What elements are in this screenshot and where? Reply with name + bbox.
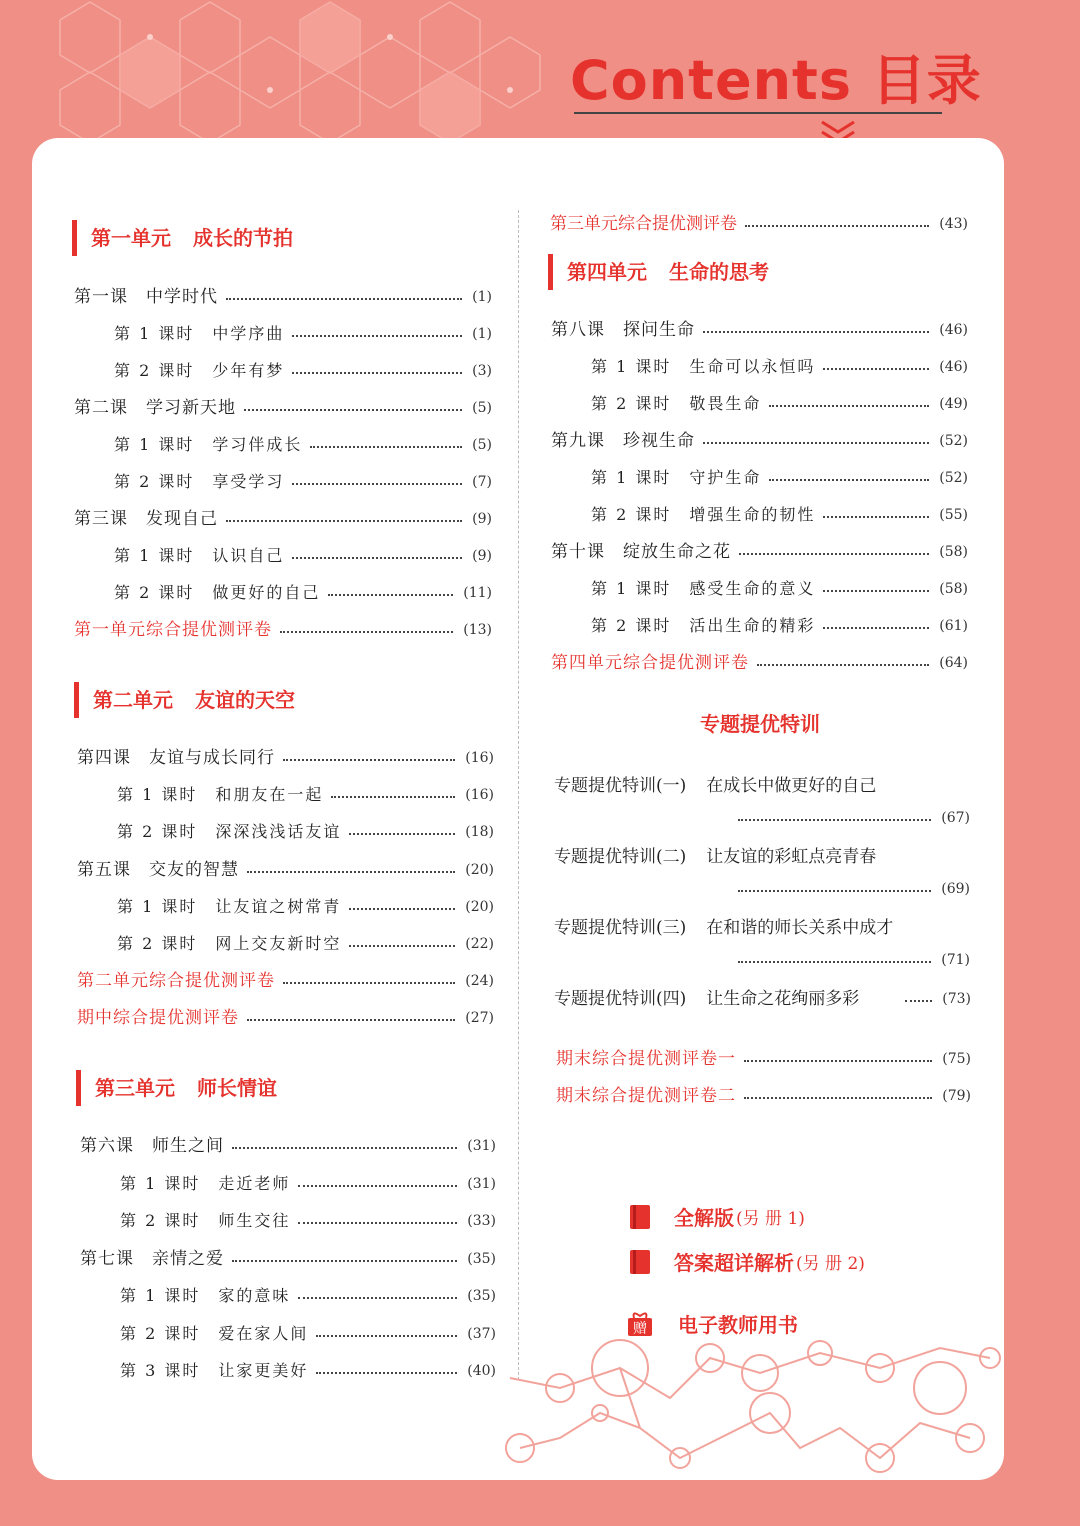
special-page-row xyxy=(738,945,970,975)
special-entry[interactable] xyxy=(554,984,859,1014)
entry-title: 第一课 中学时代 xyxy=(74,287,218,307)
unit-heading xyxy=(74,682,295,718)
entry-title: 第六课 师生之间 xyxy=(80,1136,224,1156)
entry-title: 第 1 课时 生命可以永恒吗 xyxy=(591,357,816,376)
entry-page: (75) xyxy=(942,1051,971,1067)
toc-entry-period[interactable] xyxy=(117,892,494,922)
entry-title: 第五课 交友的智慧 xyxy=(77,859,239,880)
dot-leader xyxy=(823,368,929,370)
dot-leader xyxy=(328,594,453,596)
dot-leader xyxy=(739,553,929,555)
entry-page: (61) xyxy=(939,618,968,634)
dot-leader xyxy=(292,372,462,374)
toc-entry-period[interactable] xyxy=(114,578,492,608)
book-icon xyxy=(628,1203,652,1231)
unit-name: 生命的思考 xyxy=(669,260,769,284)
toc-entry-period[interactable] xyxy=(117,780,494,810)
entry-title: 第七课 亲情之爱 xyxy=(80,1248,224,1269)
toc-entry-period[interactable] xyxy=(120,1281,496,1311)
entry-page: (46) xyxy=(939,359,968,375)
entry-page: (69) xyxy=(941,881,970,897)
entry-page: (20) xyxy=(465,861,494,878)
entry-page: (31) xyxy=(467,1175,496,1192)
entry-page: (71) xyxy=(941,952,970,968)
toc-entry[interactable] xyxy=(550,209,968,239)
unit-number: 第四单元 xyxy=(567,260,647,284)
entry-page: (22) xyxy=(465,936,494,952)
toc-entry-lesson[interactable] xyxy=(77,743,494,773)
toc-entry-test[interactable] xyxy=(74,615,492,645)
toc-entry-test[interactable] xyxy=(556,1044,971,1074)
entry-title: 第九课 珍视生命 xyxy=(551,431,695,451)
unit-heading xyxy=(72,220,293,256)
entry-page: (64) xyxy=(939,655,968,671)
entry-page: (43) xyxy=(939,216,968,232)
dot-leader xyxy=(703,331,929,333)
toc-entry-lesson[interactable] xyxy=(80,1131,496,1161)
toc-entry-lesson[interactable] xyxy=(74,504,492,534)
entry-title: 第 2 课时 敬畏生命 xyxy=(591,394,762,413)
toc-entry-test[interactable] xyxy=(556,1081,971,1111)
entry-title: 第十课 绽放生命之花 xyxy=(551,542,731,562)
toc-entry-test[interactable] xyxy=(77,966,494,996)
unit-number: 第二单元 xyxy=(93,688,173,712)
toc-entry-period[interactable] xyxy=(591,463,968,493)
entry-title: 第 2 课时 爱在家人间 xyxy=(120,1323,309,1343)
entry-title: 第三课 发现自己 xyxy=(74,509,218,529)
dot-leader xyxy=(349,908,455,910)
toc-entry-period[interactable] xyxy=(114,467,492,497)
dot-leader xyxy=(316,1372,457,1374)
entry-title: 第 2 课时 做更好的自己 xyxy=(114,583,321,602)
entry-page: (20) xyxy=(465,898,494,915)
title-underline xyxy=(574,112,942,114)
entry-page: (1) xyxy=(472,326,492,342)
entry-page: (67) xyxy=(941,810,970,826)
dot-leader xyxy=(226,298,462,300)
entry-page: (5) xyxy=(472,400,492,416)
entry-page: (49) xyxy=(939,396,968,412)
special-title: 让生命之花绚丽多彩 xyxy=(706,989,860,1009)
dot-leader xyxy=(244,409,462,411)
unit-name: 友谊的天空 xyxy=(195,688,295,712)
dot-leader xyxy=(316,1335,457,1337)
extra-sub: (另 册 1) xyxy=(736,1209,805,1229)
special-number: 专题提优特训(四) xyxy=(554,989,687,1009)
toc-entry-lesson[interactable] xyxy=(74,282,492,312)
special-title: 在成长中做更好的自己 xyxy=(706,776,877,796)
dot-leader xyxy=(226,520,462,522)
dot-leader xyxy=(292,335,462,337)
entry-page: (1) xyxy=(472,289,492,305)
toc-entry-period[interactable] xyxy=(117,817,494,847)
entry-title: 第 2 课时 师生交往 xyxy=(120,1211,291,1230)
dot-leader xyxy=(823,627,929,629)
unit-number: 第一单元 xyxy=(91,226,171,250)
dot-leader xyxy=(703,442,929,444)
entry-title: 第 2 课时 网上交友新时空 xyxy=(117,934,342,953)
dot-leader xyxy=(349,945,455,947)
entry-page: (31) xyxy=(467,1138,496,1154)
unit-name: 成长的节拍 xyxy=(193,226,293,250)
toc-entry-period[interactable] xyxy=(591,574,968,604)
dot-leader xyxy=(298,1297,457,1299)
entry-title: 第一单元综合提优测评卷 xyxy=(74,620,272,640)
dot-leader xyxy=(823,590,929,592)
entry-title: 期末综合提优测评卷二 xyxy=(556,1086,736,1106)
dot-leader xyxy=(823,516,929,518)
entry-title: 第 1 课时 中学序曲 xyxy=(114,324,285,343)
entry-page: (46) xyxy=(939,322,968,338)
dot-leader xyxy=(280,631,453,633)
dot-leader xyxy=(298,1222,457,1224)
entry-page: (55) xyxy=(939,507,968,523)
special-page-row xyxy=(738,803,970,833)
dot-leader xyxy=(232,1260,457,1262)
entry-page: (73) xyxy=(942,991,971,1007)
entry-page: (9) xyxy=(472,548,492,564)
dot-leader xyxy=(757,664,929,666)
entry-title: 第 1 课时 走近老师 xyxy=(120,1173,291,1193)
special-section-title: 专题提优特训 xyxy=(700,712,820,736)
toc-entry-lesson[interactable] xyxy=(551,315,968,345)
dot-leader xyxy=(283,982,455,984)
entry-title: 第 2 课时 深深浅浅话友谊 xyxy=(117,822,342,842)
dot-leader xyxy=(738,890,931,892)
special-entry[interactable] xyxy=(554,913,893,943)
dot-leader xyxy=(310,446,462,448)
entry-title: 第 2 课时 活出生命的精彩 xyxy=(591,616,816,635)
entry-title: 第 1 课时 认识自己 xyxy=(114,546,285,565)
dot-leader xyxy=(744,1060,932,1062)
entry-title: 第 1 课时 让友谊之树常青 xyxy=(117,896,342,916)
entry-page: (11) xyxy=(463,585,492,601)
entry-page: (24) xyxy=(465,973,494,990)
entry-title: 第 2 课时 少年有梦 xyxy=(114,361,285,380)
entry-page: (7) xyxy=(472,474,492,490)
extra-label: 全解版 xyxy=(674,1206,734,1230)
toc-entry-period[interactable] xyxy=(120,1169,496,1199)
toc-entry-period[interactable] xyxy=(120,1319,496,1349)
entry-page: (58) xyxy=(939,581,968,597)
entry-page: (16) xyxy=(465,787,494,804)
special-page-row xyxy=(738,874,970,904)
dot-leader xyxy=(738,961,931,963)
dot-leader xyxy=(349,833,455,835)
book-icon xyxy=(628,1248,652,1276)
entry-page: (27) xyxy=(465,1010,494,1027)
dot-leader xyxy=(769,405,929,407)
toc-entry-period[interactable] xyxy=(591,389,968,419)
entry-title: 第 3 课时 让家更美好 xyxy=(120,1361,309,1380)
dot-leader xyxy=(292,557,462,559)
entry-title: 第 2 课时 享受学习 xyxy=(114,472,285,491)
entry-page: (37) xyxy=(467,1325,496,1342)
dot-leader xyxy=(283,759,455,761)
entry-page: (52) xyxy=(939,433,968,449)
entry-title: 第三单元综合提优测评卷 xyxy=(550,214,737,234)
entry-title: 第 1 课时 家的意味 xyxy=(120,1286,291,1305)
entry-page: (33) xyxy=(467,1213,496,1229)
toc-entry-lesson[interactable] xyxy=(551,426,968,456)
special-page-row xyxy=(905,984,971,1014)
extra-sub: (另 册 2) xyxy=(796,1254,865,1274)
dot-leader xyxy=(745,225,929,227)
dot-leader xyxy=(247,871,455,873)
entry-title: 第 2 课时 增强生命的韧性 xyxy=(591,505,816,524)
extra-item[interactable] xyxy=(628,1202,805,1231)
entry-title: 第二单元综合提优测评卷 xyxy=(77,971,275,992)
entry-title: 第 1 课时 和朋友在一起 xyxy=(117,785,324,805)
dot-leader xyxy=(769,479,929,481)
toc-entry-period[interactable] xyxy=(117,929,494,959)
toc-entry-period[interactable] xyxy=(114,430,492,460)
toc-entry-period[interactable] xyxy=(591,500,968,530)
special-entry[interactable] xyxy=(554,842,876,872)
dot-leader xyxy=(298,1185,457,1187)
entry-title: 期中综合提优测评卷 xyxy=(77,1008,239,1029)
entry-page: (79) xyxy=(942,1088,971,1104)
toc-entry-lesson[interactable] xyxy=(77,855,494,885)
special-title: 在和谐的师长关系中成才 xyxy=(706,918,894,938)
entry-page: (13) xyxy=(463,622,492,638)
entry-title: 第二课 学习新天地 xyxy=(74,398,236,418)
entry-page: (40) xyxy=(467,1363,496,1379)
dot-leader xyxy=(247,1019,455,1021)
entry-page: (18) xyxy=(465,824,494,841)
entry-page: (16) xyxy=(465,750,494,766)
special-entry[interactable] xyxy=(554,771,876,801)
unit-name: 师长情谊 xyxy=(197,1076,277,1100)
toc-entry-test[interactable] xyxy=(77,1003,494,1033)
entry-title: 期末综合提优测评卷一 xyxy=(556,1049,736,1069)
toc-entry-test[interactable] xyxy=(551,648,968,678)
entry-page: (35) xyxy=(467,1288,496,1304)
unit-heading xyxy=(548,254,769,290)
entry-title: 第 1 课时 守护生命 xyxy=(591,468,762,487)
entry-page: (52) xyxy=(939,470,968,486)
dot-leader xyxy=(292,483,462,485)
toc-entry-lesson[interactable] xyxy=(74,393,492,423)
toc-entry-period[interactable] xyxy=(114,541,492,571)
toc-entry-lesson[interactable] xyxy=(551,537,968,567)
entry-title: 第 1 课时 感受生命的意义 xyxy=(591,579,816,598)
unit-heading xyxy=(76,1070,277,1106)
entry-page: (58) xyxy=(939,544,968,560)
toc-entry-period[interactable] xyxy=(120,1206,496,1236)
contents-title: Contents 目录 xyxy=(570,49,982,112)
column-divider xyxy=(518,210,519,1380)
dot-leader xyxy=(744,1097,932,1099)
toc-entry-period[interactable] xyxy=(114,356,492,386)
education-network-illustration xyxy=(500,1328,1010,1478)
special-number: 专题提优特训(二) xyxy=(554,847,687,867)
entry-title: 第 1 课时 学习伴成长 xyxy=(114,435,303,454)
toc-entry-period[interactable] xyxy=(114,319,492,349)
toc-entry-period[interactable] xyxy=(120,1356,496,1386)
dot-leader xyxy=(905,1000,932,1002)
entry-page: (5) xyxy=(472,437,492,453)
entry-page: (3) xyxy=(472,363,492,379)
entry-page: (9) xyxy=(472,511,492,527)
extra-item[interactable] xyxy=(628,1247,865,1276)
entry-title: 第四课 友谊与成长同行 xyxy=(77,748,275,768)
toc-entry-period[interactable] xyxy=(591,611,968,641)
toc-entry-period[interactable] xyxy=(591,352,968,382)
special-title: 让友谊的彩虹点亮青春 xyxy=(706,847,877,867)
entry-title: 第八课 探问生命 xyxy=(551,320,695,340)
entry-title: 第四单元综合提优测评卷 xyxy=(551,653,749,673)
special-number: 专题提优特训(三) xyxy=(554,918,687,938)
dot-leader xyxy=(232,1147,457,1149)
entry-page: (35) xyxy=(467,1250,496,1267)
extra-label: 电子教师用书 xyxy=(678,1312,798,1337)
gift-badge: 赠 xyxy=(633,1321,647,1337)
toc-entry-lesson[interactable] xyxy=(80,1244,496,1274)
special-number: 专题提优特训(一) xyxy=(554,776,687,796)
dot-leader xyxy=(331,796,455,798)
extra-label: 答案超详解析 xyxy=(674,1251,794,1275)
dot-leader xyxy=(738,819,931,821)
unit-number: 第三单元 xyxy=(95,1076,175,1100)
